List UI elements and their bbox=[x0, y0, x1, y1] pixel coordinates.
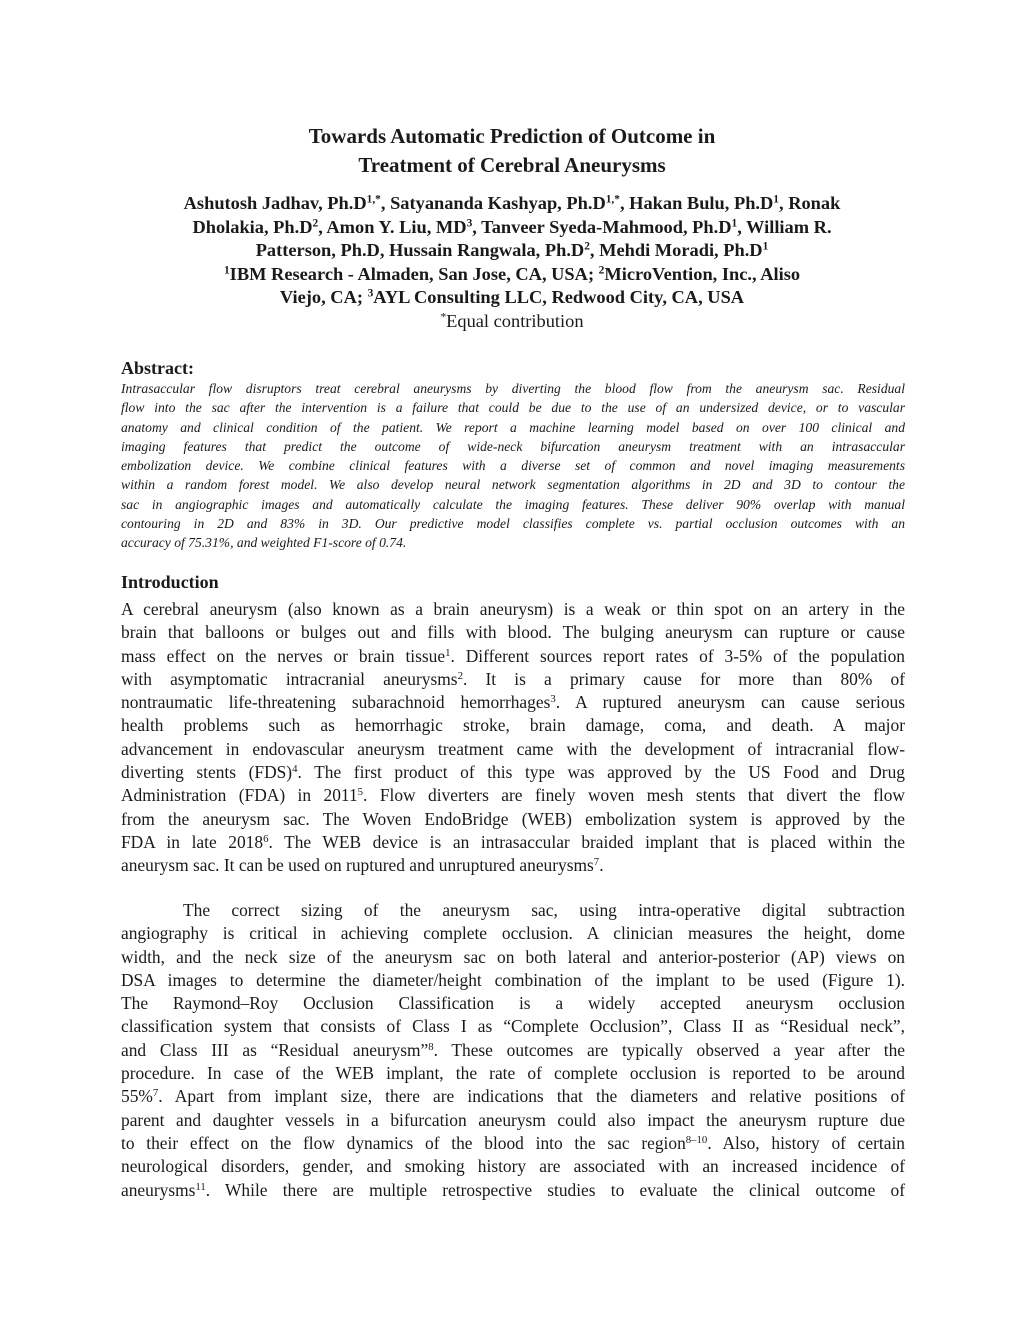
paragraph-line: DSA images to determine the diameter/height combination of the implant to be used (Figure 1). bbox=[121, 969, 905, 990]
citation-marker: 1 bbox=[445, 646, 451, 659]
citation-marker: 5 bbox=[357, 786, 364, 799]
text-run: and Class III as “Residual aneurysm” bbox=[121, 1039, 429, 1060]
citation-marker: 2 bbox=[457, 669, 463, 682]
author-name: , Satyananda Kashyap, Ph.D bbox=[380, 193, 606, 213]
paragraph-line bbox=[121, 1179, 905, 1202]
paragraph-line: brain that balloons or bulges out and fills with blood. The bulging aneurysm can rupture or cause bbox=[121, 622, 905, 643]
abstract-line: imaging features that predict the outcome of wide-neck bifurcation aneurysm treatment with an intrasaccular bbox=[121, 438, 905, 454]
author-name: Dholakia, Ph.D bbox=[192, 216, 313, 237]
abstract-line: embolization device. We combine clinical features with a diverse set of common and novel imaging measurements bbox=[121, 458, 905, 474]
introduction-paragraph-1 bbox=[121, 598, 905, 878]
affiliation-marker: 2 bbox=[584, 240, 590, 253]
author-name: , Tanveer Syeda-Mahmood, Ph.D bbox=[472, 216, 732, 237]
paragraph-line: A cerebral aneurysm (also known as a brain aneurysm) is a weak or thin spot on an artery in the bbox=[121, 599, 905, 619]
affiliation-marker: 1,* bbox=[366, 193, 381, 206]
paragraph-line bbox=[121, 691, 905, 714]
equal-contribution-text: Equal contribution bbox=[446, 310, 584, 331]
text-run: Administration (FDA) in 2011 bbox=[121, 785, 358, 806]
title-line: Treatment of Cerebral Aneurysms bbox=[358, 153, 666, 177]
citation-marker: 7 bbox=[152, 1087, 159, 1100]
paragraph-line: neurological disorders, gender, and smoking history are associated with an increased incidence of bbox=[121, 1156, 905, 1177]
text-run: to their effect on the flow dynamics of the blood into the sac region bbox=[121, 1132, 686, 1153]
affiliation-marker: 1 bbox=[731, 217, 738, 230]
text-run: . Flow diverters are finely woven mesh stents that divert the flow bbox=[363, 785, 905, 806]
author-name: Patterson, Ph.D, Hussain Rangwala, Ph.D bbox=[255, 240, 585, 260]
affiliation-marker: 2 bbox=[598, 264, 605, 277]
author-block bbox=[120, 192, 904, 333]
title-line: Towards Automatic Prediction of Outcome in bbox=[308, 124, 716, 148]
citation-marker: 7 bbox=[593, 856, 600, 869]
equal-contribution-marker: * bbox=[440, 311, 447, 324]
text-run: FDA in late 2018 bbox=[121, 831, 264, 852]
paragraph-line: The correct sizing of the aneurysm sac, using intra-operative digital subtraction bbox=[183, 900, 905, 920]
affiliation-text: IBM Research - Almaden, San Jose, CA, USA; bbox=[229, 263, 599, 284]
paragraph-line bbox=[121, 854, 905, 877]
affiliation-text: MicroVention, Inc., Aliso bbox=[604, 263, 801, 284]
author-line bbox=[120, 192, 904, 216]
author-name: , Ronak bbox=[779, 193, 841, 213]
affiliation-marker: 1,* bbox=[605, 193, 620, 206]
citation-marker: 11 bbox=[195, 1180, 206, 1193]
paragraph-line: parent and daughter vessels in a bifurcation aneurysm could also impact the aneurysm rupture due bbox=[121, 1109, 905, 1130]
abstract-line: anatomy and clinical condition of the patient. We report a machine learning model based on over 100 clinical and bbox=[121, 419, 905, 435]
equal-contribution-note bbox=[120, 310, 904, 334]
paragraph-line: health problems such as hemorrhagic stroke, brain damage, coma, and death. A major bbox=[121, 715, 905, 736]
abstract-line: Intrasaccular flow disruptors treat cerebral aneurysms by diverting the blood flow from the aneurysm sac. Residual bbox=[121, 381, 905, 396]
text-run: with asymptomatic intracranial aneurysms bbox=[121, 668, 458, 689]
abstract-line: accuracy of 75.31%, and weighted F1-score of 0.74. bbox=[121, 535, 407, 551]
text-run: . Apart from implant size, there are indications that the diameters and relative positions of bbox=[158, 1086, 905, 1107]
text-run: nontraumatic life-threatening subarachnoid hemorrhages bbox=[121, 692, 551, 713]
affiliation-marker: 2 bbox=[312, 217, 319, 230]
affiliation-line bbox=[120, 263, 904, 287]
abstract-body bbox=[121, 379, 905, 553]
text-run: . The first product of this type was approved by the US Food and Drug bbox=[297, 762, 905, 783]
affiliation-marker: 3 bbox=[466, 217, 473, 230]
paragraph-line: angiography is critical in achieving complete occlusion. A clinician measures the height, dome bbox=[121, 923, 905, 944]
citation-marker: 4 bbox=[292, 763, 298, 776]
affiliation-marker: 3 bbox=[367, 287, 374, 300]
paragraph-line bbox=[121, 761, 905, 784]
paragraph-line bbox=[121, 1085, 905, 1108]
citation-marker: 8 bbox=[428, 1040, 434, 1053]
text-run: . While there are multiple retrospective studies to evaluate the clinical outcome of bbox=[205, 1179, 905, 1200]
text-run: . These outcomes are typically observed a year after the bbox=[433, 1039, 905, 1060]
paragraph-line: advancement in endovascular aneurysm treatment came with the development of intracranial flow- bbox=[121, 738, 905, 759]
paragraph-line: width, and the neck size of the aneurysm sac on both lateral and anterior-posterior (AP) views on bbox=[121, 946, 905, 967]
abstract-line: flow into the sac after the intervention is a failure that could be due to the use of an undersized device, or to vascular bbox=[121, 400, 905, 416]
paragraph-line bbox=[121, 784, 905, 807]
text-run: aneurysms bbox=[121, 1179, 196, 1200]
paper-title bbox=[0, 122, 1024, 180]
text-run: 55% bbox=[121, 1086, 153, 1107]
citation-marker: 8–10 bbox=[685, 1134, 708, 1147]
affiliation-marker: 1 bbox=[762, 240, 769, 253]
author-line bbox=[120, 239, 904, 263]
text-run: aneurysm sac. It can be used on ruptured and unruptured aneurysms bbox=[121, 855, 594, 876]
paragraph-line bbox=[121, 1132, 905, 1155]
text-run: . It is a primary cause for more than 80% of bbox=[462, 668, 905, 689]
author-name: , William R. bbox=[737, 216, 832, 237]
introduction-paragraph-2 bbox=[121, 899, 905, 1202]
paragraph-line: The Raymond–Roy Occlusion Classification is a widely accepted aneurysm occlusion bbox=[121, 993, 905, 1014]
paragraph-line: from the aneurysm sac. The Woven EndoBridge (WEB) embolization system is approved by the bbox=[121, 808, 905, 829]
text-run: . Also, history of certain bbox=[707, 1132, 905, 1153]
author-name: Ashutosh Jadhav, Ph.D bbox=[183, 193, 367, 213]
text-run: diverting stents (FDS) bbox=[121, 762, 293, 783]
author-name: , Mehdi Moradi, Ph.D bbox=[589, 240, 763, 260]
text-run: mass effect on the nerves or brain tissue bbox=[121, 645, 446, 666]
affiliation-marker: 1 bbox=[773, 193, 779, 206]
text-run: . The WEB device is an intrasaccular braided implant that is placed within the bbox=[268, 831, 905, 852]
author-name: , Amon Y. Liu, MD bbox=[318, 216, 467, 237]
abstract-heading: Abstract: bbox=[121, 358, 194, 378]
paragraph-line: classification system that consists of Class I as “Complete Occlusion”, Class II as “Residual neck”, bbox=[121, 1016, 905, 1037]
paragraph-line bbox=[121, 1039, 905, 1062]
abstract-line: sac in angiographic images and automatically calculate the imaging features. These deliver 90% overlap with manual bbox=[121, 496, 905, 512]
text-run: . bbox=[599, 855, 604, 876]
affiliation-line bbox=[120, 286, 904, 310]
citation-marker: 3 bbox=[550, 693, 556, 706]
affiliation-text: AYL Consulting LLC, Redwood City, CA, USA bbox=[373, 287, 745, 307]
affiliation-marker: 1 bbox=[223, 264, 230, 277]
abstract-line: within a random forest model. We also develop neural network segmentation algorithms in 2D and 3D to contour the bbox=[121, 477, 905, 493]
abstract-line: contouring in 2D and 83% in 3D. Our predictive model classifies complete vs. partial occlusion outcomes with an bbox=[121, 516, 905, 532]
author-name: , Hakan Bulu, Ph.D bbox=[619, 193, 774, 213]
author-line bbox=[120, 216, 904, 240]
affiliation-text: Viejo, CA; bbox=[279, 287, 368, 307]
paragraph-line bbox=[121, 645, 905, 668]
introduction-heading: Introduction bbox=[121, 572, 219, 592]
paragraph-line bbox=[121, 668, 905, 691]
citation-marker: 6 bbox=[263, 833, 269, 846]
paragraph-line: procedure. In case of the WEB implant, the rate of complete occlusion is reported to be around bbox=[121, 1063, 905, 1084]
text-run: . A ruptured aneurysm can cause serious bbox=[555, 692, 905, 713]
text-run: . Different sources report rates of 3-5% of the population bbox=[450, 645, 905, 666]
paragraph-line bbox=[121, 831, 905, 854]
